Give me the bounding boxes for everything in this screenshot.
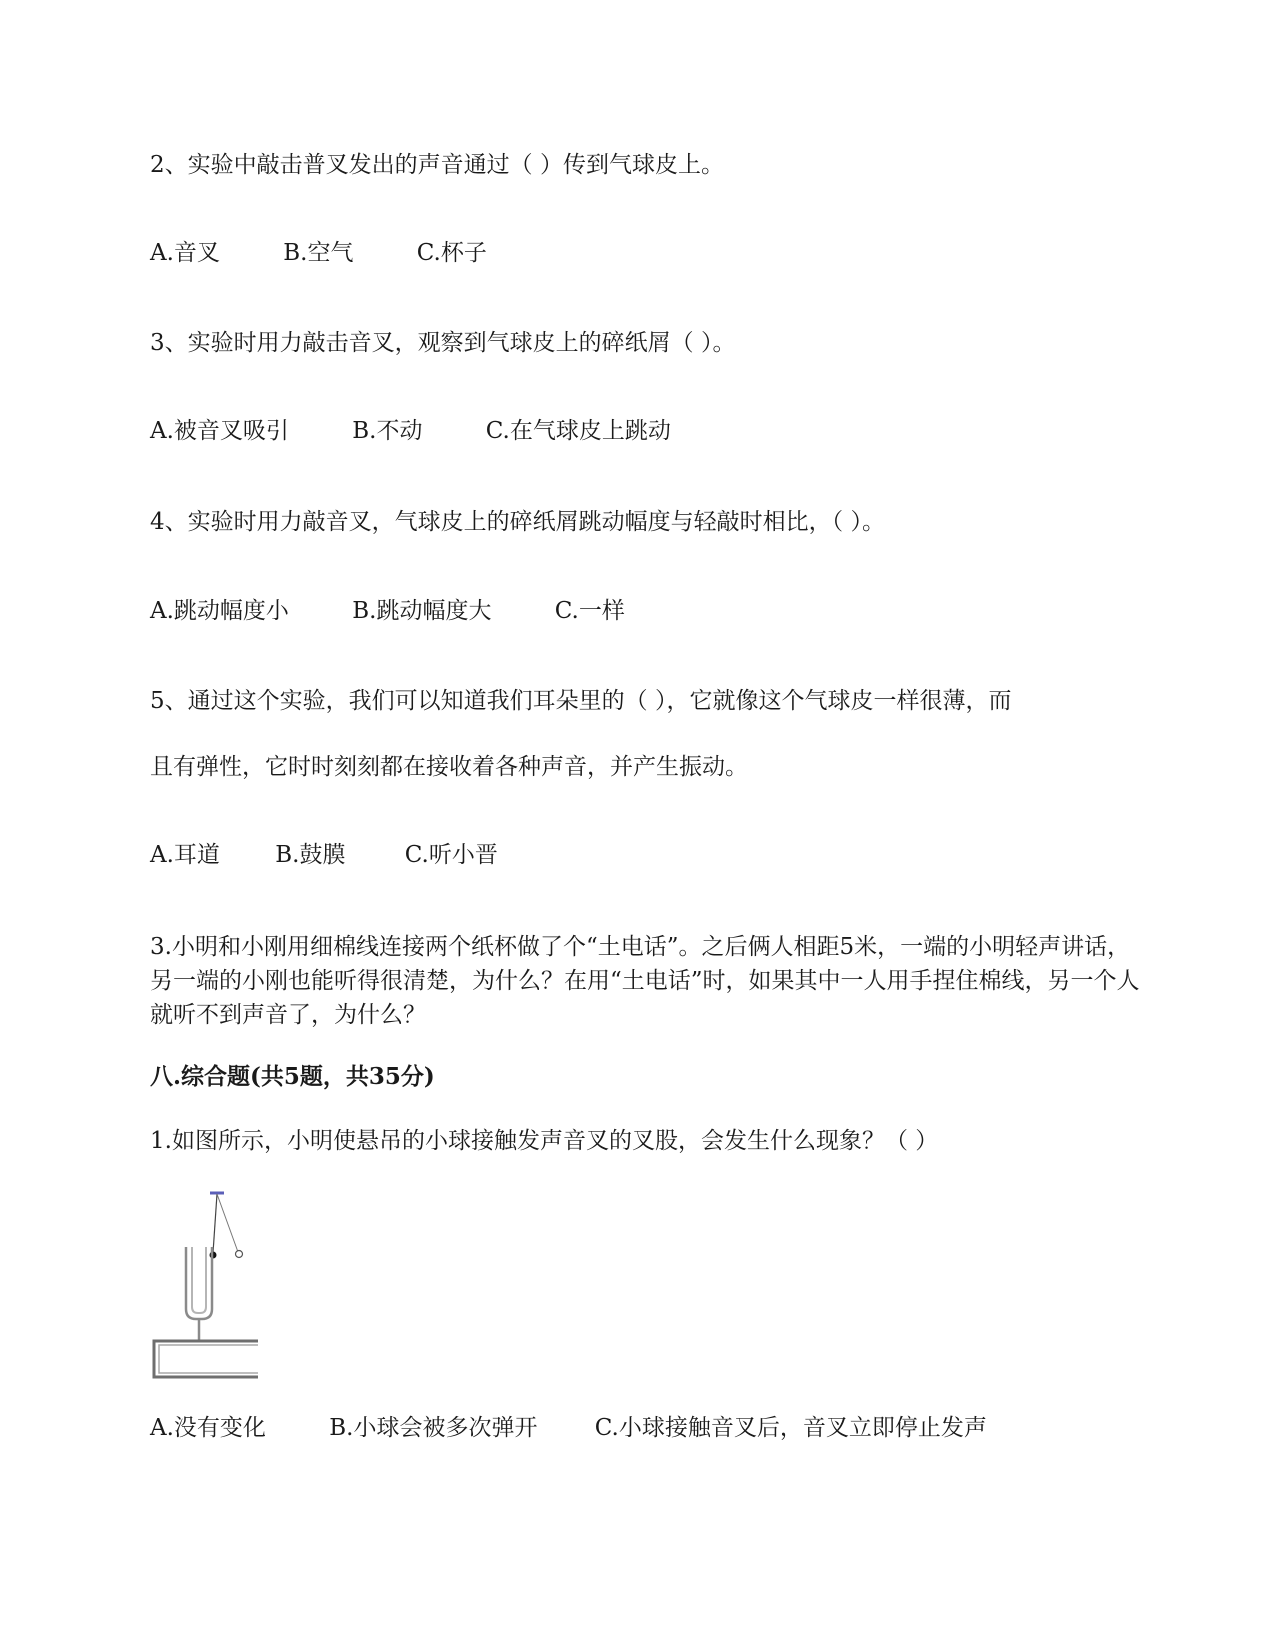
option-a: A.没有变化 [150,1415,266,1441]
option-c: C.一样 [554,598,625,624]
section-8-heading: 八.综合题(共5题，共35分) [150,1063,435,1090]
option-a: A.被音叉吸引 [150,418,289,444]
option-a: A.耳道 [150,842,220,868]
tuning-fork-figure [150,1183,265,1383]
tin-can-telephone-question: 3.小明和小刚用细棉线连接两个纸杯做了个“土电话”。之后俩人相距5米，一端的小明轻声讲话，另一端的小刚也能听得很清楚，为什么？在用“土电话”时，如果其中一人用手捏住棉线，另一个人就听不到声音了，为什么？ [150,934,1140,1028]
question-2-text: 2、实验中敲击普叉发出的声音通过（ ）传到气球皮上。 [150,152,724,178]
question-4-options [150,596,625,626]
option-c: C.小球接触音叉后，音叉立即停止发声 [594,1415,987,1441]
option-a: A.跳动幅度小 [150,598,289,624]
question-3-options [150,416,671,446]
option-b: B.鼓膜 [275,842,346,868]
option-a: A.音叉 [150,240,220,266]
option-b: B.跳动幅度大 [352,598,492,624]
section-8-question-1-text: 1.如图所示，小明使悬吊的小球接触发声音叉的叉股，会发生什么现象？（ ） [150,1128,939,1154]
question-5-text-line2: 且有弹性，它时时刻刻都在接收着各种声音，并产生振动。 [150,754,748,780]
ball-swing-position [236,1251,243,1258]
tuning-fork [186,1247,212,1341]
option-b: B.不动 [352,418,423,444]
question-2-options [150,238,487,268]
question-5-options [150,840,498,870]
option-c: C.在气球皮上跳动 [485,418,671,444]
tuning-fork-stand [154,1341,258,1377]
option-c: C.听小晋 [404,842,498,868]
question-5-text-line1: 5、通过这个实验，我们可以知道我们耳朵里的（ ），它就像这个气球皮一样很薄，而 [150,688,1012,714]
section-8-question-1-options [150,1413,987,1443]
option-c: C.杯子 [416,240,487,266]
option-b: B.小球会被多次弹开 [329,1415,538,1441]
pendulum-string [213,1194,238,1253]
option-b: B.空气 [283,240,354,266]
question-4-text: 4、实验时用力敲音叉，气球皮上的碎纸屑跳动幅度与轻敲时相比，（ ）。 [150,509,885,535]
question-3-text: 3、实验时用力敲击音叉，观察到气球皮上的碎纸屑（ ）。 [150,330,736,356]
